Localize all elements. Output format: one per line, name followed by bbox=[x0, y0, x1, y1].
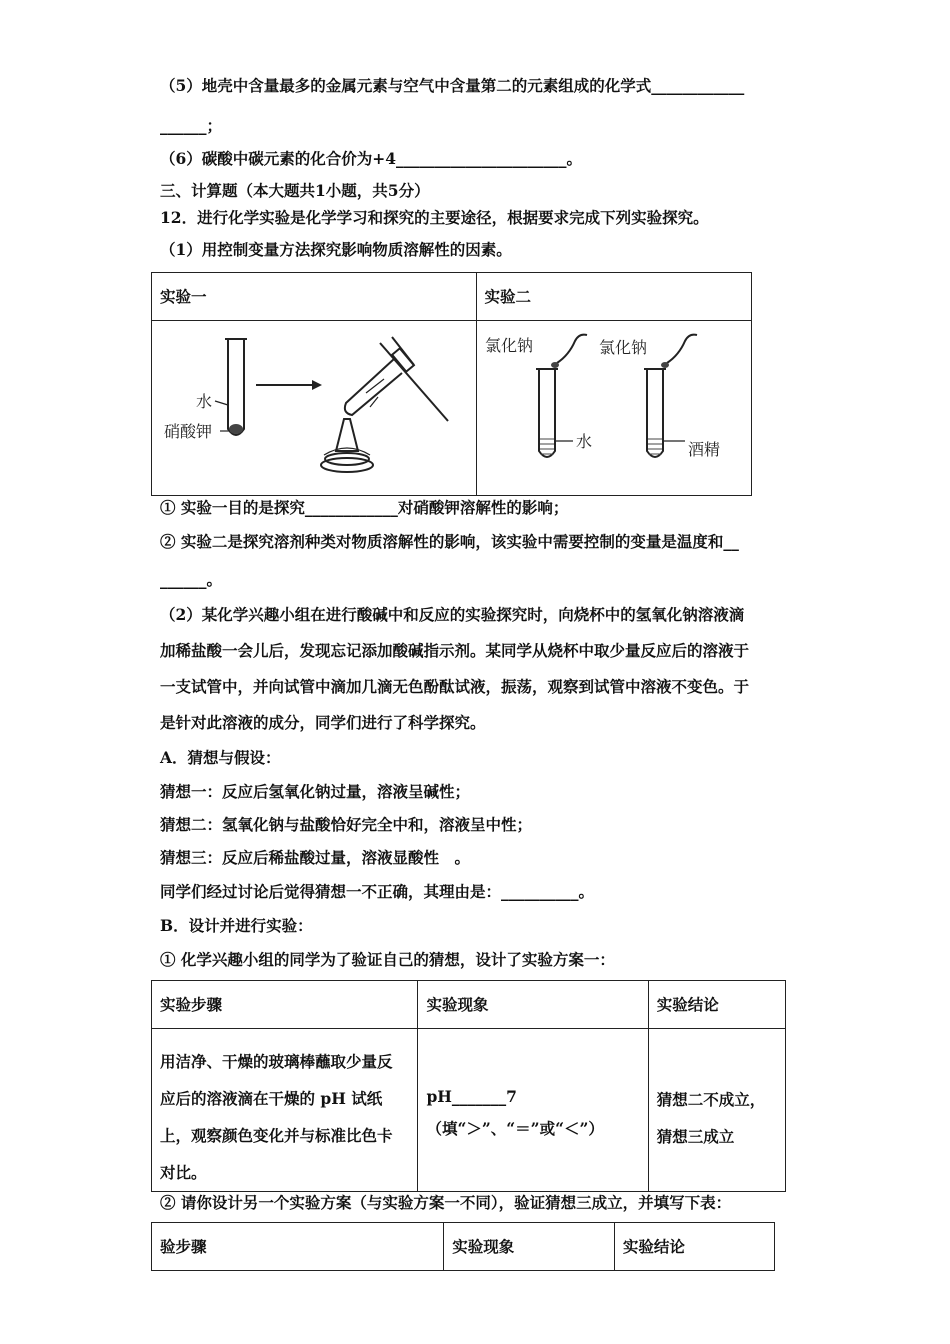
header-steps: 实验步骤 bbox=[152, 981, 418, 1029]
step-line: 用洁净、干燥的玻璃棒蘸取少量反 bbox=[160, 1052, 393, 1071]
exp2-diagram-cell bbox=[476, 321, 752, 496]
salt-label: 硝酸钾 bbox=[164, 422, 213, 441]
guess-3: 猜想三：反应后稀盐酸过量，溶液显酸性 。 bbox=[160, 848, 471, 867]
exp1-diagram-cell bbox=[152, 321, 477, 496]
guess-2: 猜想二：氢氧化钠与盐酸恰好完全中和，溶液呈中性； bbox=[160, 815, 533, 834]
plan-b-table bbox=[151, 1222, 775, 1271]
part2-line1: （2）某化学兴趣小组在进行酸碱中和反应的实验探究时，向烧杯中的氢氧化钠溶液滴 bbox=[160, 605, 745, 624]
spatula-tip-1 bbox=[551, 362, 559, 368]
header-phenomenon-2: 实验现象 bbox=[444, 1223, 615, 1271]
part2-line4: 是针对此溶液的成分，同学们进行了科学探究。 bbox=[160, 713, 486, 732]
guess-1: 猜想一：反应后氢氧化钠过量，溶液呈碱性； bbox=[160, 782, 471, 801]
header-conclusion: 实验结论 bbox=[648, 981, 785, 1029]
section-B-title: B．设计并进行实验： bbox=[160, 916, 313, 935]
header-steps-2: 验步骤 bbox=[152, 1223, 444, 1271]
conclusion-cell bbox=[648, 1029, 785, 1192]
ph-answer-blank[interactable]: pH_______7 bbox=[426, 1087, 517, 1106]
spatula-tip-2 bbox=[661, 362, 669, 368]
water-pointer bbox=[215, 401, 228, 405]
heating-apparatus-icon bbox=[321, 337, 448, 472]
steps-cell bbox=[152, 1029, 418, 1192]
test-tube-icon bbox=[225, 339, 247, 435]
exp1-diagram bbox=[152, 321, 475, 491]
q12-title: 12．进行化学实验是化学学习和探究的主要途径，根据要求完成下列实验探究。 bbox=[160, 208, 709, 227]
water-label-2: 水 bbox=[575, 432, 592, 451]
water-level-lines bbox=[540, 439, 554, 454]
q1a: ① 实验一目的是探究____________对硝酸钾溶解性的影响； bbox=[160, 498, 569, 517]
step-line: 上，观察颜色变化并与标准比色卡 bbox=[160, 1126, 393, 1145]
plan-b-intro: ② 请你设计另一个实验方案（与实验方案一不同），验证猜想三成立，并填写下表： bbox=[160, 1193, 732, 1212]
header-conclusion-2: 实验结论 bbox=[614, 1223, 774, 1271]
q1b-line1: ② 实验二是探究溶剂种类对物质溶解性的影响，该实验中需要控制的变量是温度和__ bbox=[160, 532, 739, 551]
experiment-table bbox=[151, 272, 752, 496]
phenomenon-cell bbox=[418, 1029, 648, 1192]
solid-sample bbox=[229, 424, 243, 434]
conclusion-line: 猜想三成立 bbox=[656, 1127, 735, 1146]
header-phenomenon: 实验现象 bbox=[418, 981, 648, 1029]
q1b-line2: ______。 bbox=[160, 570, 223, 589]
alcohol-level-lines bbox=[648, 439, 662, 454]
exp2-header: 实验二 bbox=[476, 273, 752, 321]
alcohol-label: 酒精 bbox=[687, 440, 720, 459]
q6: （6）碳酸中碳元素的化合价为+4______________________。 bbox=[160, 149, 583, 168]
nacl-label-2: 氯化钠 bbox=[598, 338, 647, 357]
section-title-3: 三、计算题（本大题共1小题，共5分） bbox=[160, 181, 430, 200]
water-label: 水 bbox=[196, 392, 213, 411]
step-line: 对比。 bbox=[160, 1163, 207, 1182]
q5-line1: （5）地壳中含量最多的金属元素与空气中含量第二的元素组成的化学式____________ bbox=[160, 76, 745, 95]
plan-a-table bbox=[151, 980, 786, 1192]
q5-line2: ______； bbox=[160, 116, 223, 135]
exp2-diagram bbox=[477, 321, 751, 491]
exp1-header: 实验一 bbox=[152, 273, 477, 321]
arrow-icon bbox=[256, 380, 322, 390]
nacl-label-1: 氯化钠 bbox=[484, 336, 533, 355]
ph-hint: （填“＞”、“＝”或“＜”） bbox=[426, 1119, 604, 1138]
q12-part1: （1）用控制变量方法探究影响物质溶解性的因素。 bbox=[160, 240, 512, 259]
discussion: 同学们经过讨论后觉得猜想一不正确，其理由是：__________。 bbox=[160, 882, 595, 901]
conclusion-line: 猜想二不成立， bbox=[656, 1090, 766, 1109]
plan-a-intro: ① 化学兴趣小组的同学为了验证自己的猜想，设计了实验方案一： bbox=[160, 950, 615, 969]
part2-line3: 一支试管中，并向试管中滴加几滴无色酚酞试液，振荡，观察到试管中溶液不变色。于 bbox=[160, 677, 750, 696]
section-A-title: A．猜想与假设： bbox=[160, 748, 281, 767]
part2-line2: 加稀盐酸一会儿后，发现忘记添加酸碱指示剂。某同学从烧杯中取少量反应后的溶液于 bbox=[160, 641, 750, 660]
step-line: 应后的溶液滴在干燥的 pH 试纸 bbox=[160, 1089, 383, 1108]
